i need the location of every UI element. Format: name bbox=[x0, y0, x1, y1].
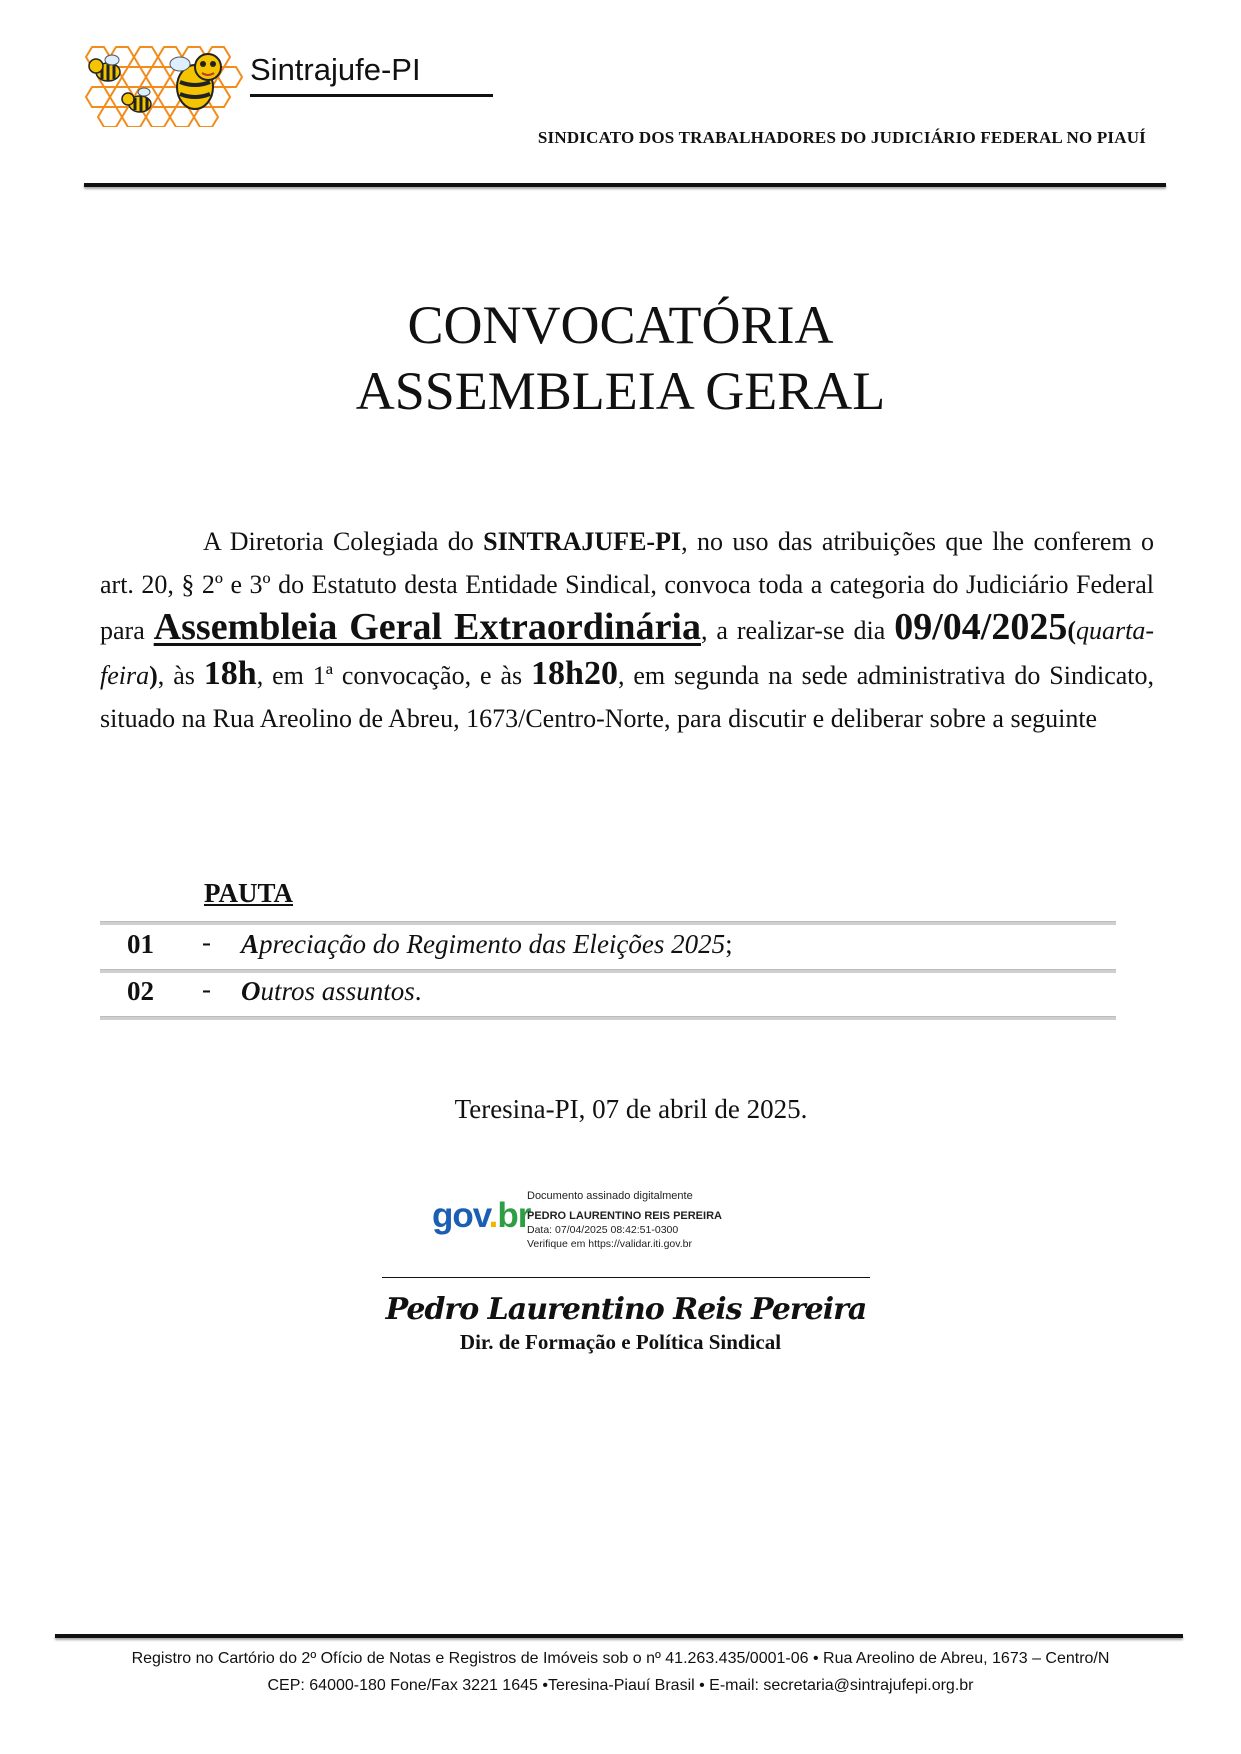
body-text-part: , às bbox=[157, 661, 204, 690]
page-title bbox=[0, 292, 1241, 424]
convocation-paragraph bbox=[100, 520, 1154, 740]
header-divider bbox=[84, 183, 1166, 187]
agenda-item-number: 02 bbox=[127, 976, 154, 1006]
govbr-logo: gov.br bbox=[432, 1196, 531, 1235]
agenda-item-text: Apreciação do Regimento das Eleições 2025; bbox=[241, 929, 733, 959]
body-text-part: , no uso das atribuições que lhe conferem o art. 20, § 2º e 3º do Estatuto desta Entidade Sindical, convoca toda a categoria do Judiciário Federal para bbox=[100, 527, 1154, 645]
footer-line-2: CEP: 64000-180 Fone/Fax 3221 1645 •Teresina-Piauí Brasil • E-mail: secretaria@sintrajufepi.org.br bbox=[267, 1677, 974, 1694]
title-line-1: CONVOCATÓRIA bbox=[407, 295, 834, 355]
title-line-2: ASSEMBLEIA GERAL bbox=[355, 361, 886, 421]
place-and-date: Teresina-PI, 07 de abril de 2025. bbox=[454, 1094, 808, 1124]
agenda-divider bbox=[100, 1016, 1116, 1020]
footer bbox=[0, 1645, 1241, 1699]
bee-honeycomb-logo bbox=[80, 42, 245, 127]
first-call-time: 18h bbox=[203, 655, 257, 692]
svg-text:Pedro Laurentino Reis Pereira: Pedro Laurentino Reis Pereira bbox=[385, 1292, 867, 1327]
body-text-part: A Diretoria Colegiada do bbox=[203, 527, 484, 556]
agenda-item-number: 01 bbox=[127, 929, 154, 959]
signature-verify-url: Verifique em https://validar.iti.gov.br bbox=[527, 1238, 692, 1250]
assembly-weekday: quarta-feira bbox=[100, 616, 1154, 690]
org-name-underline bbox=[250, 94, 493, 97]
signature-line bbox=[382, 1277, 870, 1278]
org-acronym: SINTRAJUFE-PI bbox=[483, 527, 682, 556]
agenda-item bbox=[100, 970, 1116, 1016]
agenda-item-dash: - bbox=[202, 927, 211, 957]
body-text-part: , em 1ª convocação, e às bbox=[256, 661, 532, 690]
paren: ) bbox=[149, 661, 158, 690]
agenda-item bbox=[100, 923, 1116, 969]
signature-date: Data: 07/04/2025 08:42:51-0300 bbox=[527, 1224, 679, 1236]
assembly-type: Assembleia Geral Extraordinária bbox=[153, 606, 701, 648]
footer-divider bbox=[55, 1634, 1183, 1638]
assembly-date: 09/04/2025 bbox=[894, 606, 1068, 648]
agenda-title: PAUTA bbox=[204, 878, 293, 908]
agenda-item-dash: - bbox=[202, 974, 211, 1004]
signature-notice: Documento assinado digitalmente bbox=[527, 1190, 693, 1202]
body-text-part: , a realizar-se dia bbox=[701, 616, 895, 645]
footer-line-1: Registro no Cartório do 2º Ofício de Notas e Registros de Imóveis sob o nº 41.263.435/0001-06 • Rua Areolino de Abreu, 1673 – Centro/N bbox=[131, 1650, 1110, 1667]
signer-name: PEDRO LAURENTINO REIS PEREIRA bbox=[527, 1210, 722, 1222]
org-short-name: Sintrajufe-PI bbox=[250, 52, 421, 87]
org-full-name: SINDICATO DOS TRABALHADORES DO JUDICIÁRIO FEDERAL NO PIAUÍ bbox=[537, 128, 1146, 147]
paren: ( bbox=[1067, 616, 1076, 645]
signer-role: Dir. de Formação e Política Sindical bbox=[459, 1330, 782, 1354]
digital-signature-info bbox=[527, 1189, 722, 1251]
body-text-part: , em segunda na sede administrativa do Sindicato, situado na Rua Areolino de Abreu, 1673/Centro-Norte, para discutir e deliberar sobre a seguinte bbox=[100, 661, 1154, 733]
handwritten-signature bbox=[382, 1285, 870, 1335]
second-call-time: 18h20 bbox=[531, 655, 618, 692]
agenda-item-text: Outros assuntos. bbox=[241, 976, 422, 1006]
